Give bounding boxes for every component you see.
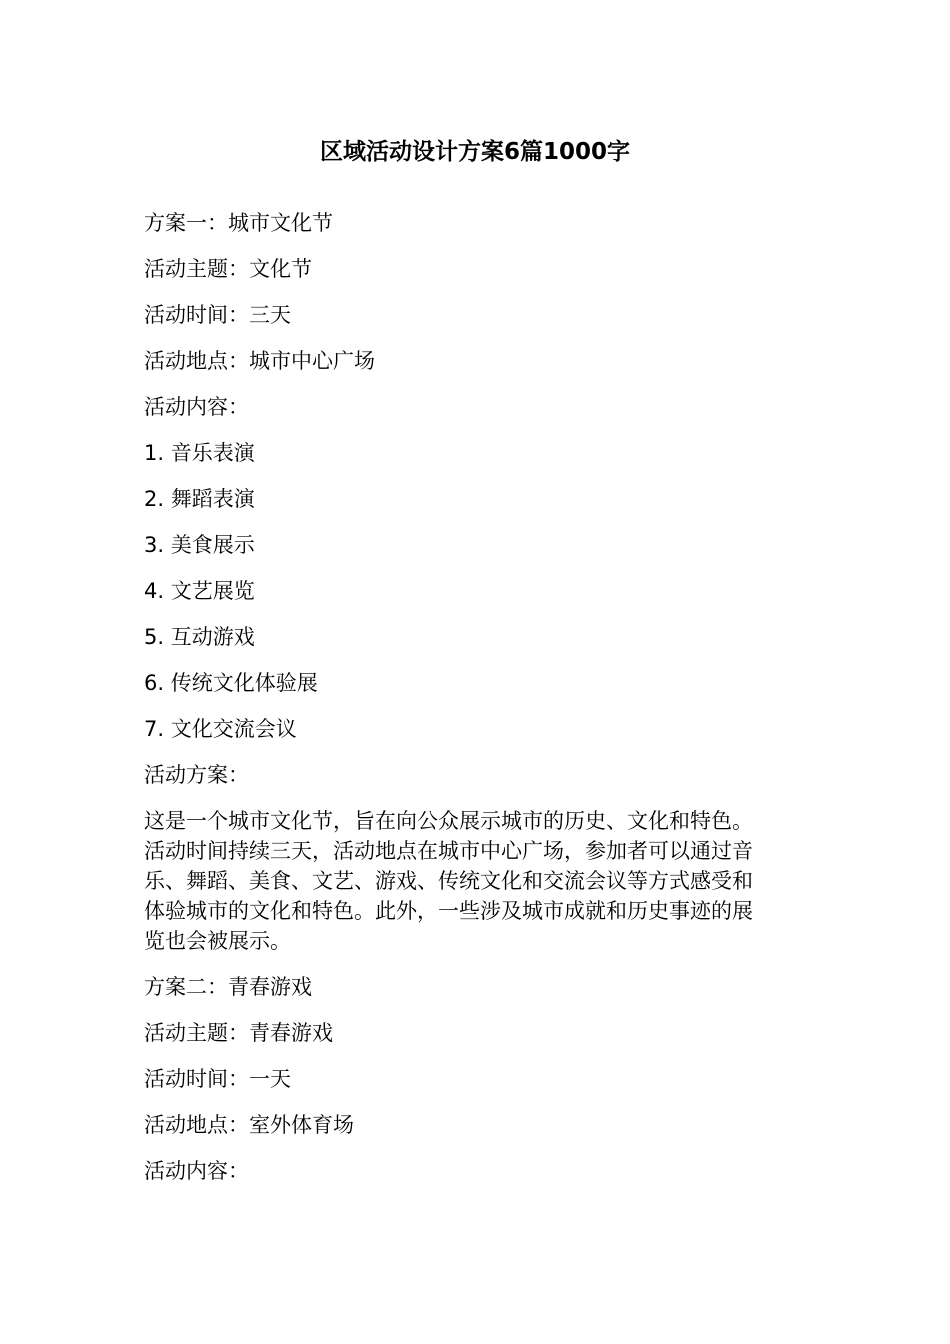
description-line: 乐、舞蹈、美食、文艺、游戏、传统文化和交流会议等方式感受和 <box>144 869 753 893</box>
plan1-time: 活动时间：三天 <box>144 303 291 327</box>
document-title: 区域活动设计方案6篇1000字 <box>319 139 631 165</box>
description-line: 活动时间持续三天，活动地点在城市中心广场，参加者可以通过音 <box>144 839 753 863</box>
list-item: 2. 舞蹈表演 <box>144 487 255 511</box>
list-item: 3. 美食展示 <box>144 533 255 557</box>
description-line: 这是一个城市文化节，旨在向公众展示城市的历史、文化和特色。 <box>144 809 753 833</box>
list-item: 5. 互动游戏 <box>144 625 255 649</box>
plan1-content-label: 活动内容： <box>144 395 249 419</box>
list-item: 7. 文化交流会议 <box>144 717 297 741</box>
plan1-theme: 活动主题：文化节 <box>144 257 312 281</box>
plan2-time: 活动时间：一天 <box>144 1067 291 1091</box>
description-line: 览也会被展示。 <box>144 929 291 953</box>
list-item: 1. 音乐表演 <box>144 441 255 465</box>
plan2-theme: 活动主题：青春游戏 <box>144 1021 333 1045</box>
document-body <box>144 208 796 1202</box>
plan2-content-label: 活动内容： <box>144 1159 249 1183</box>
plan2-place: 活动地点：室外体育场 <box>144 1113 354 1137</box>
plan2-heading: 方案二：青春游戏 <box>144 975 312 999</box>
plan1-description <box>144 806 796 956</box>
plan1-place: 活动地点：城市中心广场 <box>144 349 375 373</box>
list-item: 6. 传统文化体验展 <box>144 671 318 695</box>
plan1-heading: 方案一：城市文化节 <box>144 211 333 235</box>
description-line: 体验城市的文化和特色。此外，一些涉及城市成就和历史事迹的展 <box>144 899 753 923</box>
plan1-plan-label: 活动方案： <box>144 763 249 787</box>
list-item: 4. 文艺展览 <box>144 579 255 603</box>
